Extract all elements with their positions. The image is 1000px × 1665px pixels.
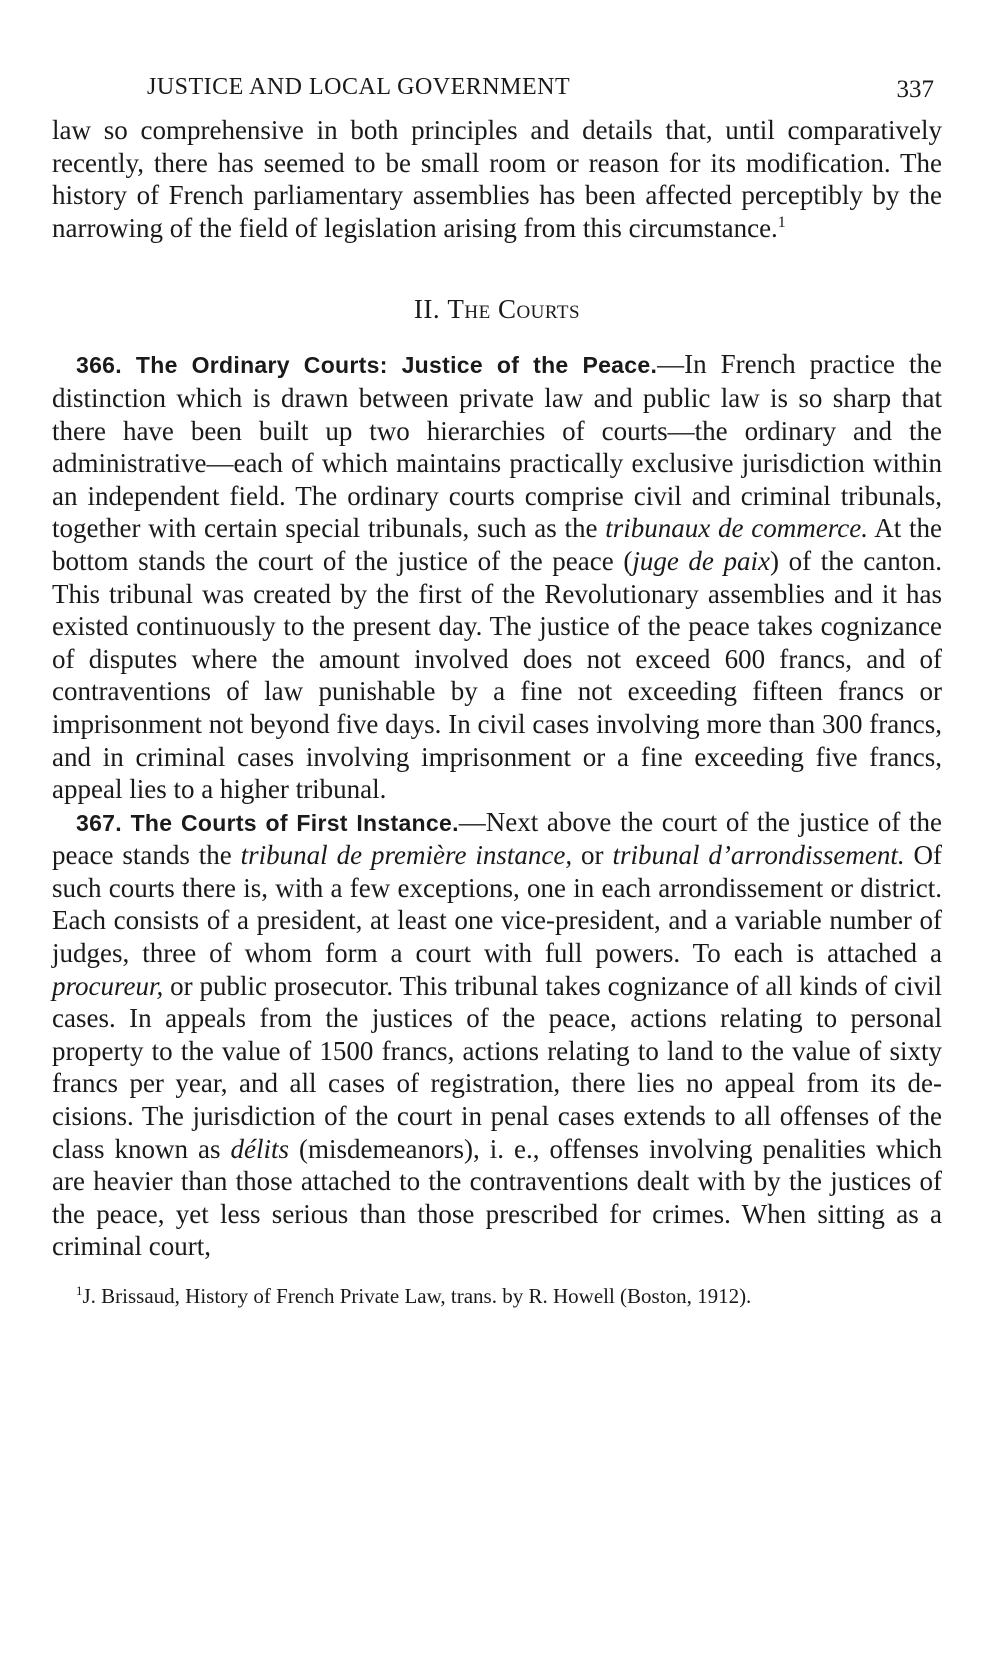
paragraph-366-italic-1: tribunaux de commerce.	[605, 513, 868, 544]
paragraph-366-text-1: —In French practice the distinction which is drawn between private law and public law is so sharp that there have been built up two hierarchies of courts—the ordinary and the administrative—each of which maintains practically exclusive jurisdiction within an independent field. The ordinary courts comprise civil and criminal tribunals, together with certain special tribunals, such as the	[52, 349, 942, 544]
paragraph-367-italic-2: tribunal d’arrondissement.	[612, 840, 905, 871]
section-numeral: II.	[413, 294, 441, 325]
paragraph-366-heading: 366. The Ordinary Courts: Justice of the Peace.	[76, 352, 658, 379]
footnote-text: J. Brissaud, History of French Private Law, trans. by R. Howell (Boston, 1912).	[82, 1284, 752, 1308]
paragraph-366-italic-2: juge de paix	[632, 545, 771, 576]
paragraph-367-text-3: Of such courts there is, with a few exceptions, one in each arrondissement or district. Each consists of a president, at least one vice-president, and a variable number of judges, three of whom form a court with full powers. To each is attached a	[52, 840, 943, 969]
paragraph-367	[52, 806, 942, 1263]
paragraph-367-text-2: or	[572, 840, 613, 871]
paragraph-367-italic-4: délits	[230, 1133, 290, 1164]
paragraph-367-italic-3: procureur,	[52, 970, 164, 1001]
footnote	[52, 1281, 942, 1311]
paragraph-366-text-2: At the bottom stands the court of the justice of the peace (	[52, 513, 943, 576]
intro-text: law so comprehensive in both principles and details that, until comparatively recently, there has seemed to be small room or reason for its modification. The history of French parliamentary assemblies has been affected perceptibly by the narrowing of the field of legislation arising from this circumstance.	[52, 115, 942, 243]
page-number: 337	[896, 76, 934, 103]
section-title: The Courts	[447, 294, 581, 325]
intro-paragraph	[52, 114, 942, 244]
running-head	[52, 70, 942, 114]
footnote-reference: 1	[777, 213, 786, 231]
book-page	[52, 70, 942, 1311]
section-heading	[52, 294, 942, 325]
footnote-marker: 1	[76, 1283, 83, 1298]
paragraph-367-heading: 367. The Courts of First Instance.	[76, 809, 459, 836]
paragraph-367-text-5: (misdemeanors), i. e., offenses involving penalities which are heavier than those attached to the contraventions dealt with by the justices of the peace, yet less serious than those prescribed for crimes. When sitting as a criminal court,	[52, 1133, 942, 1262]
running-title: JUSTICE AND LOCAL GOVERNMENT	[147, 74, 571, 100]
paragraph-367-text-4: or public prosecutor. This tribunal takes cognizance of all kinds of civil cases. In appeals from the justices of the peace, actions relating to personal property to the value of 1500 francs, actions relating to land to the value of sixty francs per year, and all cases of registration, there lies no appeal from its decisions. The jurisdiction of the court in penal cases extends to all offenses of the class known as	[52, 970, 942, 1164]
paragraph-367-italic-1: tribunal de première instance,	[240, 840, 573, 871]
paragraph-367-text-1: —Next above the court of the justice of the peace stands the	[52, 806, 942, 871]
paragraph-366-text-3: ) of the canton. This tribunal was created by the first of the Revolutionary assemblies and it has existed continuously to the present day. The justice of the peace takes cognizance of disputes where the amount involved does not exceed 600 francs, and of contraventions of law punishable by a fine not exceeding fifteen francs or imprisonment not beyond five days. In civil cases involving more than 300 francs, and in criminal cases involving imprisonment or a fine exceeding five francs, appeal lies to a higher tribunal.	[52, 545, 943, 805]
paragraph-366	[52, 348, 942, 805]
